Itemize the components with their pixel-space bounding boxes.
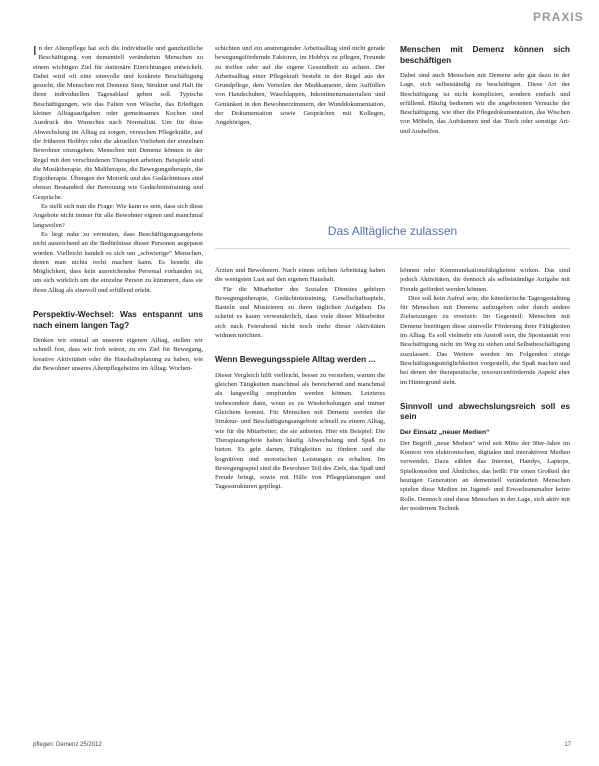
column-2-top — [215, 44, 385, 128]
article-title: Das Alltägliche zulassen — [327, 224, 458, 238]
title-divider — [215, 248, 570, 249]
section-heading-selfoccupy: Menschen mit Demenz können sich beschäftigen — [400, 44, 570, 65]
intro-paragraph: In der Altenpflege hat sich die individuelle und ganzheitliche Beschäftigung von dementiell veränderten Menschen zu einem wichtigen Ziel für stationäre Einrichtungen entwickelt. Dabei wird oft eine sinnvolle und konkrete Beschäftigung gesucht, die Menschen mit Demenz Sinn, Struktur und Halt für ihren individuellen Tagesablauf geben soll. Typische Beschäftigungen, wie das Falten von Wäsche, das Erledigen kleiner Alltagsaufgaben oder gemeinsames Kochen sind Ausdruck des Wunsches nach Normalität. Um für diese Abwechslung im Alltag zu sorgen, versuchen Pflegekräfte, auf die früheren Hobbys oder die aktuellen Vorlieben der einzelnen Bewohner einzugehen. Menschen mit Demenz können in der Regel mit den verschiedenen Therapien arbeiten. Beispiele sind die Musiktherapie, die Maltherapie, die Bewegungstherapie, die Ergotherapie. Übungen der Motorik und des Gedächtnisses sind ebenso Bestandteil der Betreuung wie Gedächtnistraining und Gespräche. — [33, 43, 203, 201]
section-heading-meaningful: Sinnvoll und abwechslungsreich soll es sein — [400, 400, 570, 422]
paragraph: Dabei sind auch Menschen mit Demenz sehr gut dazu in der Lage, sich selbstständig zu beschäftigen. Diese Art der Beschäftigung ist nicht kompliziert, sondern einfach und erfüllend. Häufig bedienen wir die angebotenen Versuche der Beschäftigung, wie über die Pflegedokumentation, das Wischen von Möbeln, das Aufräumen und das Tisch oder sonstige Art- und Aushelfen. — [400, 72, 570, 135]
paragraph: Dieser Vergleich hilft vielleicht, besser zu verstehen, warum die gleichen Tätigkeiten manchmal als bereichernd und manchmal als langweilig empfunden werden können. Letzteres insbesondere dann, wenn es zu Wiederholungen und immer Gleichem kommt. Für Menschen mit Demenz werden die Struktur- und Beschäftigungsangebote schnell zu einem Alltag, wie für die Mitarbeiter, die sie anbieten. Hier ein Beispiel: Die Therapieangebote haben häufig Abwechslung und Spaß zu bieten. Es geht darum, Fähigkeiten zu fördern und die kognitiven und motorischen Leistungen zu erhalten. Im Bewegungsspiel sind die Bewohner Teil des Ziels, das Spaß und Freude bringt, sowie mit Hilfe von Pflegeplanungen und Tagesstrukturen gepflegt. — [215, 371, 385, 491]
paragraph: Dies soll kein Aufruf sein, die künstlerische Tagesgestaltung für Menschen mit Demenz aufzugeben oder durch andere Zielsetzungen zu ersetzen. Im Gegenteil: Menschen mit Demenz benötigen diese sinnvolle Förderung ihrer Fähigkeiten im Alltag. Es soll vielmehr ein Anstoß sein, die Spontanität von Beschäftigung nicht im Weg zu stehen und Selbstbeschäftigung zuzulassen. Das Weitere werden im Folgenden einige Beschäftigungsmöglichkeiten vorgestellt, die Spaß machen und bei denen der therapeutische, ressourcenfördernde Aspekt eher im Hintergrund steht. — [400, 294, 570, 386]
paragraph: Es stellt sich nun die Frage: Wie kann es sein, dass sich diese Angebote nicht immer für alle Bewohner eignen und manchmal langweilen? — [33, 203, 203, 229]
column-3-bottom — [400, 266, 570, 513]
paragraph: Es liegt nahe zu vermuten, dass Beschäftigungsangebote nicht ausreichend an die Bedürfnisse dieser Personen angepasst wurden. Vielleicht handelt es sich um „schwierige“ Menschen, denen man nichts recht machen kann. Es besteht die Möglichkeit, dass kein ausreichendes Personal vorhanden ist, um sich wirklich um die einzelne Person zu kümmern, dass sie ihren Alltag als sinnvoll und erfüllend erlebt. — [33, 230, 203, 294]
paragraph: Ärzten und Bewohnern. Nach einem solchen Arbeitstag haben die wenigsten Lust auf den eigenen Haushalt. — [215, 267, 385, 284]
section-label: PRAXIS — [523, 6, 599, 28]
column-2-bottom — [215, 266, 385, 492]
page-footer — [33, 742, 571, 754]
subheading-new-media: Der Einsatz „neuer Medien“ — [400, 428, 490, 436]
section-heading-movement: Wenn Bewegungsspiele Alltag werden ... — [215, 354, 376, 365]
page-number: 17 — [564, 742, 571, 748]
paragraph: Der Begriff „neue Medien“ wird seit Mitte der 90er-Jahre im Kontext von elektronischen, digitalen und interaktiven Medien verwendet. Dazu zählen das Internet, Handys, Laptops, Spielkonsolen und Ähnliches, das heißt: Für einen Großteil der heutigen Generation an dementiell veränderten Menschen spielen diese Medien im Jugend- und Erwachsenenalter keine Rolle. Dennoch sind diese Menschen in der Lage, sich aktiv mit der modernen Technik — [400, 439, 570, 512]
journal-name: pflegen: Demenz 25/2012 — [33, 742, 102, 748]
paragraph: schichten und ein anstrengender Arbeitsalltag sind nicht gerade bewegungsfördernde Faktoren, im Hobbys zu pflegen, Freunde zu treffen oder auf die eigene Gesundheit zu achten. Der Arbeitsalltag einer Pflegekraft besteht in der Regel aus der Grundpflege, dem Verteilen der Medikamente, dem Auffüllen von Handschuhen, Waschlappen, Inkontinenzmaterialien und Getränken in den Bewohnerzimmern, der Wunddokumentation, der Dokumentation sowie Gesprächen mit Kollegen, Angehörigen, — [215, 45, 385, 127]
column-3-top — [400, 44, 570, 136]
section-heading-perspective: Perspektiv-Wechsel: Was entspannt uns nach einem langen Tag? — [33, 309, 203, 330]
column-1 — [33, 44, 203, 373]
drop-cap: I — [33, 43, 37, 58]
paragraph: können oder Kommunikationsfähigkeiten wirken. Das sind jedoch Aktivitäten, die dennoch als selbstständige Aufgabe mit Freude gefördert werden können. — [400, 267, 570, 293]
paragraph: Denken wir einmal an unseren eigenen Alltag, stellen wir schnell fest, dass wir froh wären, zu ein Ziel für Bewegung, kreative Aktivitäten oder die Haushaltsplanung zu haben, wie die Bewohner unseres Altenpflegeheims im Alltag. Wochen- — [33, 337, 203, 372]
paragraph: Für die Mitarbeiter des Sozialen Dienstes gehören Bewegungstherapie, Gedächtnistraining, Gesellschaftsspiele, Basteln und Musizieren zu ihren täglichen Aufgaben. Da scheint es kaum verwunderlich, dass viele dieser Mitarbeiter sich nach Feierabend nicht noch mehr dieser Aktivitäten widmen möchten. — [215, 285, 385, 340]
